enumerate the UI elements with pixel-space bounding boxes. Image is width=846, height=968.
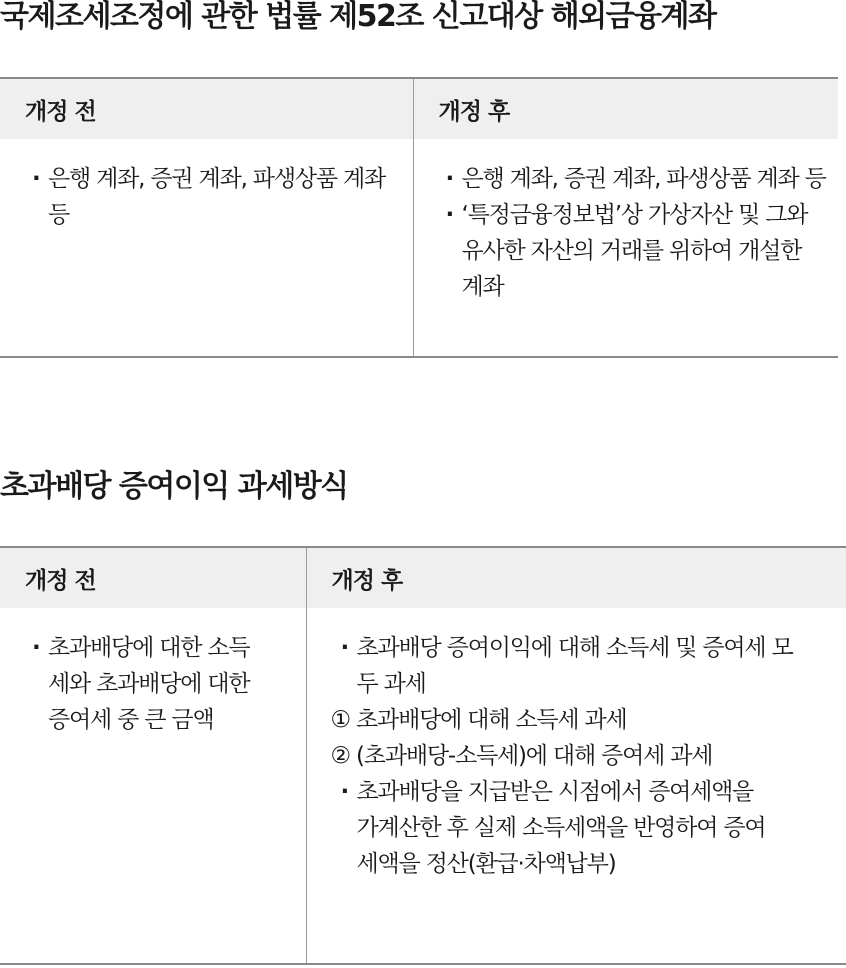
list-item [22,630,258,738]
table-row [0,608,846,964]
header-after: 개정 후 [306,547,846,608]
table-header-row [0,78,838,139]
list-item [22,161,404,233]
table-header-row [0,547,846,608]
after-cell [306,608,846,964]
before-cell [0,608,306,964]
item-text: 초과배당에 대한 소득세와 초과배당에 대한 증여세 중 큰 금액 [48,635,250,733]
list-item [331,702,846,738]
list-item [331,774,767,882]
item-text: 초과배당 증여이익에 대해 소득세 및 증여세 모두 과세 [356,635,793,697]
list-item [436,161,838,197]
before-cell [0,139,413,357]
item-text: ② (초과배당-소득세)에 대해 증여세 과세 [330,743,713,769]
item-text: 은행 계좌, 증권 계좌, 파생상품 계좌 등 [48,166,386,228]
section2-comparison-table [0,546,846,965]
item-text: 은행 계좌, 증권 계좌, 파생상품 계좌 등 [461,166,826,192]
item-text: ‘특정금융정보법’상 가상자산 및 그와 유사한 자산의 거래를 위하여 개설한 계좌 [461,202,808,300]
section2-title: 초과배당 증여이익 과세방식 [0,469,348,504]
item-text: ① 초과배당에 대해 소득세 과세 [330,707,627,733]
section1-comparison-table [0,77,838,358]
list-item [331,738,846,774]
after-cell [413,139,838,357]
list-item [331,630,797,702]
table-row [0,139,838,357]
header-before: 개정 전 [0,547,306,608]
header-after: 개정 후 [413,78,838,139]
list-item [436,197,822,305]
item-text: 초과배당을 지급받은 시점에서 증여세액을 가계산한 후 실제 소득세액을 반영하여 증여세액을 정산(환급·차액납부) [356,779,766,877]
section1-title: 국제조세조정에 관한 법률 제52조 신고대상 해외금융계좌 [0,0,716,34]
header-before: 개정 전 [0,78,413,139]
